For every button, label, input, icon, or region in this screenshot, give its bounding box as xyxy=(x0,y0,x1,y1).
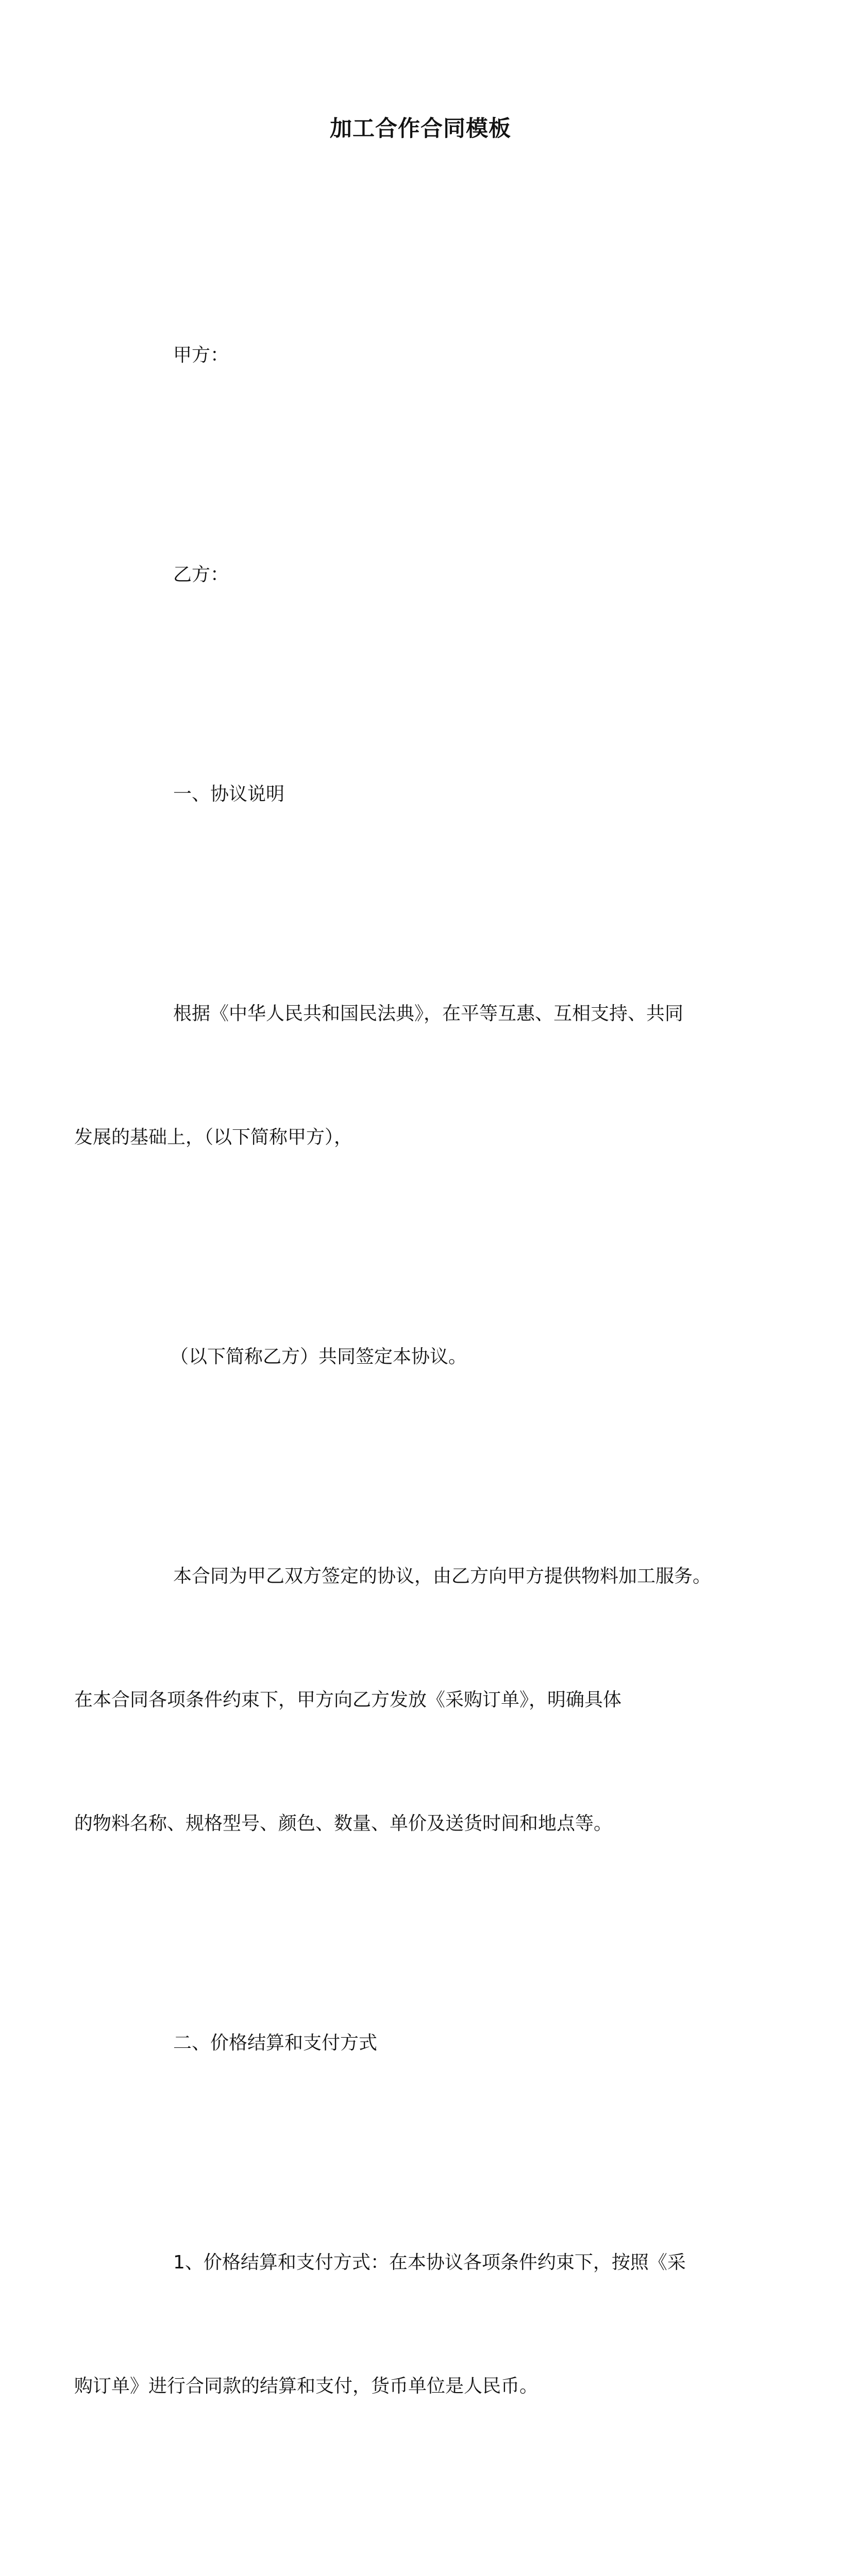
text-line: 的物料名称、规格型号、颜色、数量、单价及送货时间和地点等。 xyxy=(74,1813,613,1834)
text-line: 发展的基础上，（以下简称甲方）， xyxy=(74,1127,353,1148)
paragraph-payment-2 xyxy=(124,2503,721,2576)
text-line: （以下简称乙方）共同签定本协议。 xyxy=(170,1346,467,1367)
text-line: 在本合同各项条件约束下，甲方向乙方发放《采购订单》，明确具体 xyxy=(74,1689,622,1710)
paragraph-payment-1 xyxy=(74,2160,721,2489)
text-line: 一、协议说明 xyxy=(173,784,285,805)
party-a-line xyxy=(124,252,721,459)
text-line: 乙方： xyxy=(173,564,229,585)
party-b-line xyxy=(124,472,721,678)
paragraph-contract-scope xyxy=(74,1473,721,1927)
document-body xyxy=(74,252,721,2576)
text-line: 甲方： xyxy=(173,345,229,366)
section-heading-payment xyxy=(124,1940,721,2146)
text-line: 二、价格结算和支付方式 xyxy=(173,2032,378,2054)
paragraph-party-b xyxy=(124,1254,721,1460)
section-heading-agreement xyxy=(124,691,721,897)
paragraph-basis xyxy=(74,911,721,1241)
text-line: 本合同为甲乙双方签定的协议，由乙方向甲方提供物料加工服务。 xyxy=(173,1566,712,1587)
document-title: 加工合作合同模板 xyxy=(330,116,511,142)
text-line: 根据《中华人民共和国民法典》，在平等互惠、互相支持、共同 xyxy=(173,1003,684,1024)
text-line: 1、价格结算和支付方式：在本协议各项条件约束下，按照《采 xyxy=(173,2252,686,2273)
text-line: 购订单》进行合同款的结算和支付，货币单位是人民币。 xyxy=(74,2376,539,2397)
